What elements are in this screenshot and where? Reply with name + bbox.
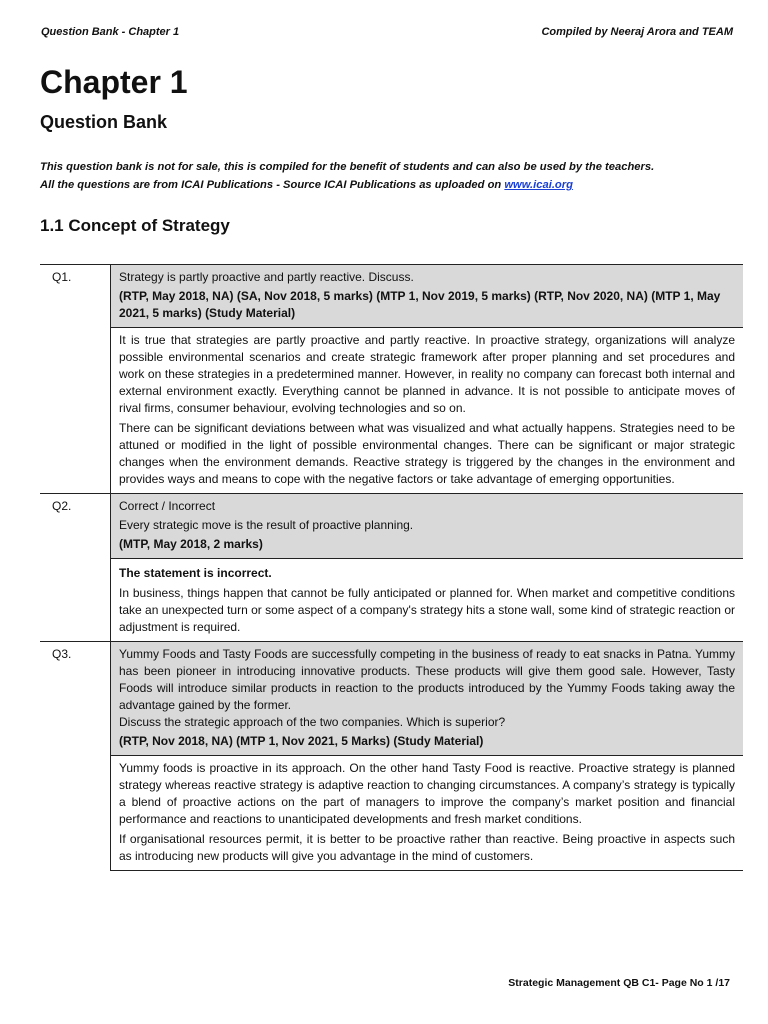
question-row bbox=[40, 265, 743, 328]
header-right: Compiled by Neeraj Arora and TEAM bbox=[541, 26, 733, 38]
page-header bbox=[41, 26, 733, 38]
answer-row bbox=[40, 559, 743, 642]
question-cell bbox=[111, 642, 744, 756]
answer-cell bbox=[111, 328, 744, 494]
question-text: Yummy Foods and Tasty Foods are successfully competing in the business of ready to eat snacks in Patna. Yummy has been pioneer in introducing innovative products. These products will give them good sale. However, Tasty Foods will introduce similar products in reaction to the products introduced by the Yummy Foods taking away the advantage gained by the former. bbox=[119, 647, 735, 712]
answer-paragraph: It is true that strategies are partly proactive and partly reactive. In proactive strategy, organizations will analyze possible environmental scenarios and create strategic framework after proper planning and set procedures and work on these strategies in a predetermined manner. However, in reality no company can forecast both internal and external environment exactly. Everything cannot be planned in advance. It is not possible to anticipate moves of rival firms, consumer behaviour, evolving technologies and so on. bbox=[119, 333, 735, 415]
answer-paragraph: There can be significant deviations between what was visualized and what actually happens. Strategies need to be attuned or modified in the light of possible environmental changes. There can be significant or major strategic changes when the environment demands. Reactive strategy is triggered by the changes in the environment and provides ways and means to cope with the negative factors or take advantage of emerging opportunities. bbox=[119, 421, 735, 486]
question-cell bbox=[111, 265, 744, 328]
question-reference: (RTP, Nov 2018, NA) (MTP 1, Nov 2021, 5 Marks) (Study Material) bbox=[119, 734, 484, 748]
question-number: Q1. bbox=[40, 265, 111, 494]
question-text: Every strategic move is the result of proactive planning. bbox=[119, 518, 414, 532]
answer-paragraph: Yummy foods is proactive in its approach. On the other hand Tasty Food is reactive. Proactive strategy is planned strategy whereas reactive strategy is adaptive reaction to changing circumstances. A company’s strategy is typically a blend of proactive actions on the part of managers to improve the company’s market position and financial performance and reactions to unanticipated developments and fresh market conditions. bbox=[119, 761, 735, 826]
notice bbox=[40, 158, 748, 194]
notice-line-2-text: All the questions are from ICAI Publications - Source ICAI Publications as uploaded on bbox=[40, 179, 505, 191]
question-number: Q2. bbox=[40, 494, 111, 642]
chapter-title: Chapter 1 bbox=[40, 64, 188, 100]
header-left: Question Bank - Chapter 1 bbox=[41, 26, 180, 38]
question-row bbox=[40, 494, 743, 559]
page-footer: Strategic Management QB C1- Page No 1 /17 bbox=[508, 977, 730, 989]
answer-paragraph: In business, things happen that cannot be fully anticipated or planned for. When market and competitive conditions take an unexpected turn or some aspect of a company's strategy hits a stone wall, some kind of strategic reaction or adjustment is required. bbox=[119, 586, 735, 634]
answer-row bbox=[40, 328, 743, 494]
answer-title: The statement is incorrect. bbox=[119, 566, 272, 580]
question-table bbox=[40, 264, 743, 871]
icai-link[interactable]: www.icai.org bbox=[504, 179, 573, 191]
notice-line-2 bbox=[40, 176, 748, 194]
question-reference: (MTP, May 2018, 2 marks) bbox=[119, 537, 263, 551]
answer-cell bbox=[111, 756, 744, 871]
question-text: Correct / Incorrect bbox=[119, 499, 216, 513]
question-text: Discuss the strategic approach of the two companies. Which is superior? bbox=[119, 715, 506, 729]
section-title: 1.1 Concept of Strategy bbox=[40, 216, 230, 235]
answer-cell bbox=[111, 559, 744, 642]
question-row bbox=[40, 642, 743, 756]
question-number: Q3. bbox=[40, 642, 111, 871]
answer-row bbox=[40, 756, 743, 871]
question-cell bbox=[111, 494, 744, 559]
question-reference: (RTP, May 2018, NA) (SA, Nov 2018, 5 marks) (MTP 1, Nov 2019, 5 marks) (RTP, Nov 2020, NA) (MTP 1, May 2021, 5 marks) (Study Material) bbox=[119, 289, 721, 320]
question-bank-subtitle: Question Bank bbox=[40, 112, 168, 132]
notice-line-1: This question bank is not for sale, this is compiled for the benefit of students and can also be used by the teachers. bbox=[40, 161, 655, 173]
question-text: Strategy is partly proactive and partly reactive. Discuss. bbox=[119, 270, 414, 284]
answer-paragraph: If organisational resources permit, it is better to be proactive rather than reactive. Being proactive in aspects such as introducing new products will give you advantage in the mind of customers. bbox=[119, 832, 735, 863]
